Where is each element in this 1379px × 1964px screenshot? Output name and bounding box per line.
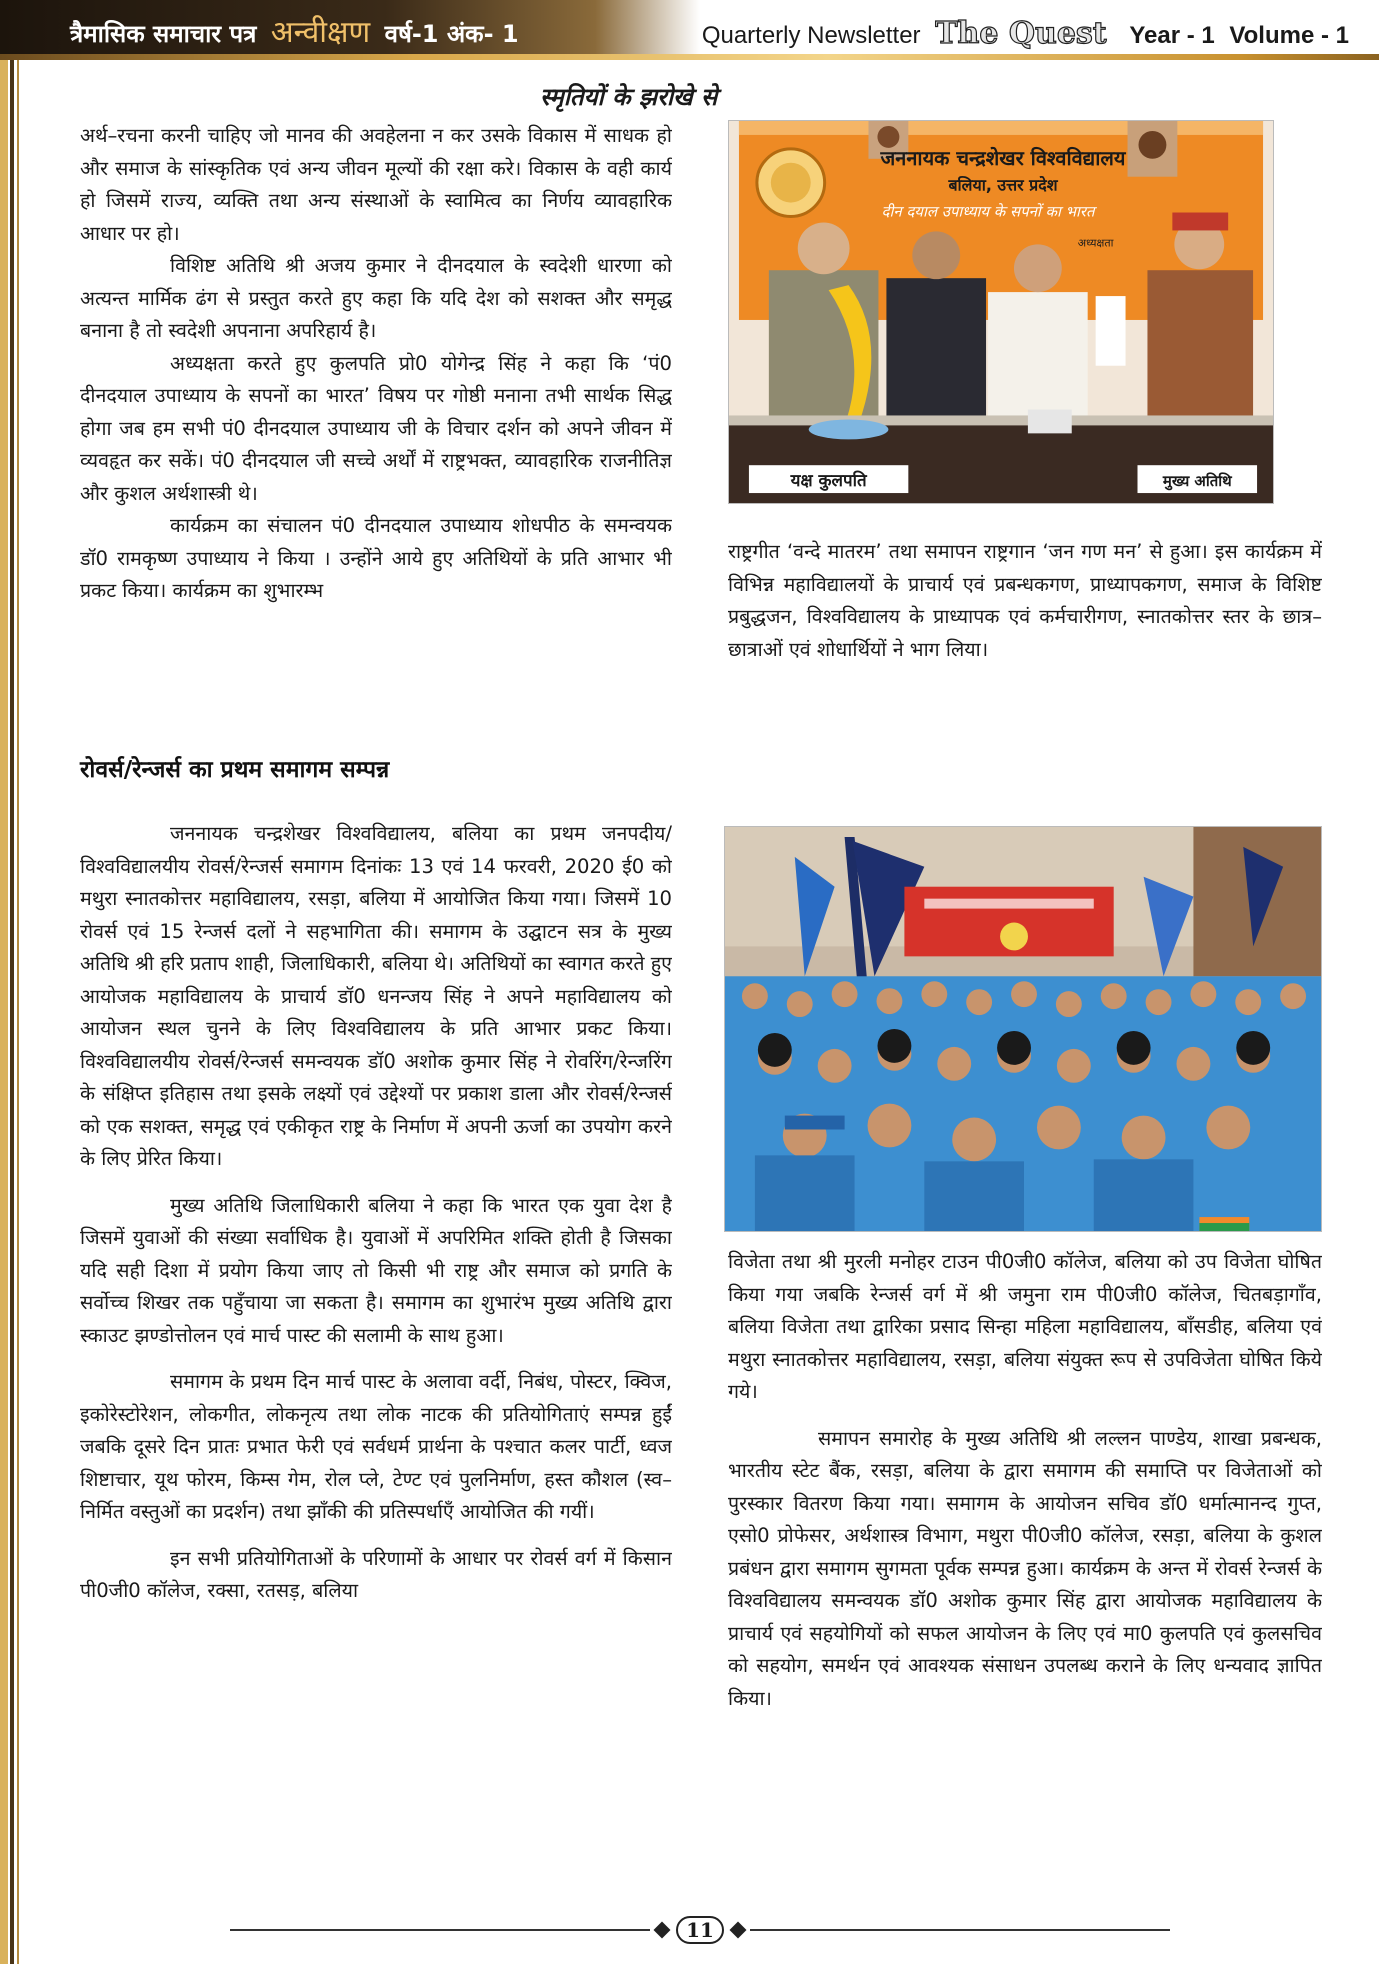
bottom-right-column [728, 1246, 1322, 1862]
footer-rule-right [750, 1929, 1170, 1931]
header-right-brand: The Quest [935, 16, 1107, 51]
page-header [0, 0, 1379, 62]
page-number: 11 [676, 1916, 724, 1944]
header-right-volume: Volume - 1 [1229, 22, 1349, 49]
paragraph: मुख्य अतिथि जिलाधिकारी बलिया ने कहा कि भारत एक युवा देश है जिसमें युवाओं की संख्या सर्वाधिक है। युवाओं में अपरिमित शक्ति होती है जिसका यदि सही दिशा में प्रयोग किया जाए तो किसी भी राष्ट्र और समाज को प्रगति के सर्वोच्च शिखर तक पहुँचाया जा सकता है। समागम का शुभारंभ मुख्य अतिथि द्वारा स्काउट झण्डोत्तोलन एवं मार्च पास्ट की सलामी के साथ हुआ। [80, 1193, 672, 1347]
header-left-brand: अन्वीक्षण [270, 15, 371, 50]
paragraph: समागम के प्रथम दिन मार्च पास्ट के अलावा वर्दी, निबंध, पोस्टर, क्विज, इकोरेस्टोरेशन, लोकगीत, लोकनृत्य तथा लोक नाटक की प्रतियोगिताएं सम्पन्न हुईं जबकि दूसरे दिन प्रातः प्रभात फेरी एवं सर्वधर्म प्रार्थना के पश्चात कलर पार्टी, ध्वज शिष्टाचार, यूथ फोरम, किम्स गेम, रोल प्ले, टेण्ट एवं पुलनिर्माण, हस्त कौशल (स्व–निर्मित वस्तुओं का प्रदर्शन) तथा झाँकी की प्रतिस्पर्धाएँ आयोजित की गयीं। [80, 1370, 672, 1523]
paragraph: समापन समारोह के मुख्य अतिथि श्री लल्लन पाण्डेय, शाखा प्रबन्धक, भारतीय स्टेट बैंक, रसड़ा, बलिया के द्वारा समागम की समाप्ति पर विजेताओं को पुरस्कार वितरण किया गया। समागम के आयोजन सचिव डॉ0 धर्मात्मानन्द गुप्त, एसो0 प्रोफेसर, अर्थशास्त्र विभाग, मथुरा पी0जी0 कॉलेज, रसड़ा, बलिया के कुशल प्रबंधन द्वारा समागम सुगमता पूर्वक सम्पन्न हुआ। कार्यक्रम के अन्त में रोवर्स रेन्जर्स के विश्वविद्यालय समन्वयक डॉ0 अशोक कुमार सिंह द्वारा आयोजक महाविद्यालय के प्राचार्य एवं सहयोगियों को सफल आयोजन के लिए एवं मा0 कुलपति एवं कुलसचिव को सहयोग, समर्थन एवं आवश्यक संसाधन उपलब्ध कराने के लिए धन्यवाद ज्ञापित किया। [728, 1426, 1322, 1710]
banner-line-3: दीन दयाल उपाध्याय के सपनों का भारत [881, 202, 1095, 221]
footer-ornament-right [730, 1922, 747, 1939]
page-footer [230, 1916, 1170, 1944]
rangers-rally-photo [724, 826, 1322, 1232]
banner-line-2: बलिया, उत्तर प्रदेश [948, 175, 1058, 195]
left-decorative-stripe [0, 60, 54, 1964]
header-right-prefix: Quarterly Newsletter [701, 22, 921, 49]
header-left-suffix: वर्ष-1 अंक- 1 [384, 20, 519, 48]
header-left-title [70, 10, 519, 51]
seminar-photo [728, 120, 1274, 504]
footer-rule-left [230, 1929, 650, 1931]
rangers-rally-illustration [725, 827, 1321, 1231]
bottom-left-column [80, 818, 672, 1890]
top-left-column [80, 120, 672, 710]
section-title: स्मृतियों के झरोखे से [540, 82, 718, 111]
paragraph: विशिष्ट अतिथि श्री अजय कुमार ने दीनदयाल के स्वदेशी धारणा को अत्यन्त मार्मिक ढंग से प्रस्तुत करते हुए कहा कि यदि देश को सशक्त और समृद्ध बनाना है तो स्वदेशी अपनाना अपरिहार्य है। [80, 254, 672, 342]
paragraph: जननायक चन्द्रशेखर विश्वविद्यालय, बलिया का प्रथम जनपदीय/विश्वविद्यालयीय रोवर्स/रेन्जर्स समागम दिनांकः 13 एवं 14 फरवरी, 2020 ई0 को मथुरा स्नातकोत्तर महाविद्यालय, रसड़ा, बलिया में आयोजित किया गया। जिसमें 10 रोवर्स एवं 15 रेन्जर्स दलों ने सहभागिता की। समागम के उद्घाटन सत्र के मुख्य अतिथि श्री हरि प्रताप शाही, जिलाधिकारी, बलिया थे। अतिथियों का स्वागत करते हुए आयोजक महाविद्यालय के प्राचार्य डॉ0 धनन्जय सिंह ने अपने महाविद्यालय को आयोजन स्थल चुनने के लिए विश्वविद्यालय के प्रति आभार प्रकट किया। विश्वविद्यालयीय रोवर्स/रेन्जर्स समन्वयक डॉ0 अशोक कुमार सिंह ने रोवरिंग/रेन्जरिंग के संक्षिप्त इतिहास तथा इसके लक्ष्यों एवं उद्देश्यों पर प्रकाश डाला और रोवर्स/रेन्जर्स को एक सशक्त, समृद्ध एवं एकीकृत राष्ट्र के निर्माण में अपनी ऊर्जा का उपयोग करने के लिए प्रेरित किया। [80, 822, 672, 1170]
paragraph: अर्थ–रचना करनी चाहिए जो मानव की अवहेलना न कर उसके विकास में साधक हो और समाज के सांस्कृतिक एवं अन्य जीवन मूल्यों की रक्षा करे। विकास के वही कार्य हो जिसमें राज्य, व्यक्ति तथा अन्य संस्थाओं के स्वामित्व का निर्णय व्यावहारिक आधार पर हो। [80, 124, 672, 245]
seminar-photo-illustration [729, 121, 1273, 503]
nameplate-right: मुख्य अतिथि [1162, 472, 1232, 491]
nameplate-left: यक्ष कुलपति [790, 470, 867, 491]
header-right-year: Year - 1 [1129, 22, 1215, 49]
top-right-column [728, 536, 1322, 676]
paragraph: विजेता तथा श्री मुरली मनोहर टाउन पी0जी0 कॉलेज, बलिया को उप विजेता घोषित किया गया जबकि रेन्जर्स वर्ग में श्री जमुना राम पी0जी0 कॉलेज, चितबड़ागाँव, बलिया विजेता तथा द्वारिका प्रसाद सिन्हा महिला महाविद्यालय, बाँसडीह, बलिया एवं मथुरा स्नातकोत्तर महाविद्यालय, रसड़ा, बलिया संयुक्त रूप से उपविजेता घोषित किये गये। [728, 1250, 1322, 1403]
article-heading: रोवर्स/रेन्जर्स का प्रथम समागम सम्पन्न [80, 757, 390, 783]
paragraph: अध्यक्षता करते हुए कुलपति प्रो0 योगेन्द्र सिंह ने कहा कि ‘पं0 दीनदयाल उपाध्याय के सपनों का भारत’ विषय पर गोष्ठी मनाना तभी सार्थक सिद्ध होगा जब हम सभी पं0 दीनदयाल उपाध्याय जी के विचार दर्शन को अपने जीवन में व्यवहृत कर सकें। पं0 दीनदयाल जी सच्चे अर्थों में राष्ट्रभक्त, व्यावहारिक राजनीतिज्ञ और कुशल अर्थशास्त्री थे। [80, 351, 672, 505]
banner-line-1: जननायक चन्द्रशेखर विश्वविद्यालय [880, 146, 1126, 170]
header-left-prefix: त्रैमासिक समाचार पत्र [70, 20, 257, 48]
header-right-title [702, 16, 1349, 51]
paragraph: राष्ट्रगीत ‘वन्दे मातरम’ तथा समापन राष्ट्रगान ‘जन गण मन’ से हुआ। इस कार्यक्रम में विभिन्न महाविद्यालयों के प्राचार्य एवं प्रबन्धकगण, प्राध्यापकगण, समाज के विशिष्ट प्रबुद्धजन, विश्वविद्यालय के प्राध्यापक एवं कर्मचारीगण, स्नातकोत्तर स्तर के छात्र–छात्राओं एवं शोधार्थियों ने भाग लिया। [728, 540, 1322, 661]
paragraph: कार्यक्रम का संचालन पं0 दीनदयाल उपाध्याय शोधपीठ के समन्वयक डॉ0 रामकृष्ण उपाध्याय ने किया । उन्होंने आये हुए अतिथियों के प्रति आभार भी प्रकट किया। कार्यक्रम का शुभारम्भ [80, 514, 672, 602]
footer-ornament-left [654, 1922, 671, 1939]
header-gold-rule [0, 54, 1379, 60]
header-left-band [0, 0, 700, 54]
paragraph: इन सभी प्रतियोगिताओं के परिणामों के आधार पर रोवर्स वर्ग में किसान पी0जी0 कॉलेज, रक्सा, रतसड़, बलिया [80, 1546, 672, 1602]
banner-side: अध्यक्षता [1077, 236, 1114, 250]
